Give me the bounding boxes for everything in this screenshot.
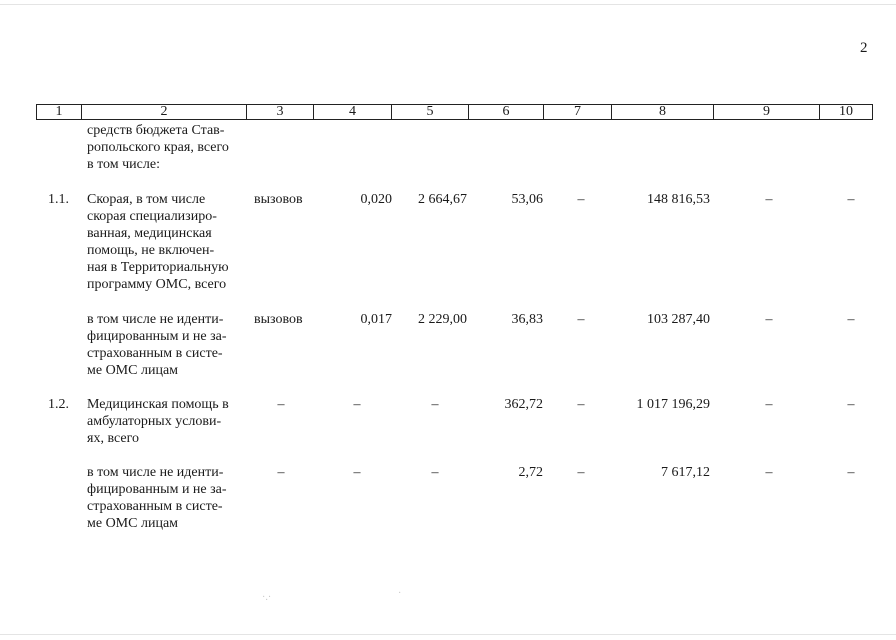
row3-description bbox=[87, 396, 242, 447]
row3-number: 1.2. bbox=[48, 397, 69, 412]
col-header-3: 3 bbox=[247, 105, 314, 120]
col-header-8: 8 bbox=[612, 105, 714, 120]
row4-col5: – bbox=[431, 465, 439, 480]
row2-description bbox=[87, 311, 242, 379]
col-header-2: 2 bbox=[82, 105, 247, 120]
row1-col6: 53,06 bbox=[511, 192, 543, 207]
row3-col7: – bbox=[577, 397, 585, 412]
desc-line: Скорая, в том числе bbox=[87, 192, 206, 207]
row2-col9: – bbox=[765, 312, 773, 327]
scan-speck: · bbox=[398, 588, 402, 599]
row1-description bbox=[87, 191, 242, 293]
scan-speck: ·.· bbox=[262, 592, 272, 603]
desc-line: помощь, не включен- bbox=[87, 243, 215, 258]
row4-col8: 7 617,12 bbox=[661, 465, 710, 480]
row3-col8: 1 017 196,29 bbox=[636, 397, 710, 412]
col-header-9: 9 bbox=[714, 105, 820, 120]
row1-col8: 148 816,53 bbox=[647, 192, 710, 207]
row4-col3: – bbox=[277, 465, 285, 480]
row4-col7: – bbox=[577, 465, 585, 480]
row1-col9: – bbox=[765, 192, 773, 207]
desc-line: Медицинская помощь в bbox=[87, 397, 229, 412]
col-header-6: 6 bbox=[469, 105, 544, 120]
row4-col6: 2,72 bbox=[518, 465, 543, 480]
desc-line: средств бюджета Став- bbox=[87, 123, 225, 138]
col-header-4: 4 bbox=[314, 105, 392, 120]
row3-col6: 362,72 bbox=[504, 397, 543, 412]
row3-col9: – bbox=[765, 397, 773, 412]
col-header-5: 5 bbox=[392, 105, 469, 120]
row4-col4: – bbox=[353, 465, 361, 480]
desc-line: ме ОМС лицам bbox=[87, 516, 179, 531]
row1-col10: – bbox=[847, 192, 855, 207]
row1-col7: – bbox=[577, 192, 585, 207]
row2-col10: – bbox=[847, 312, 855, 327]
column-number-header bbox=[36, 104, 873, 120]
row2-col4: 0,017 bbox=[360, 312, 392, 327]
row4-col9: – bbox=[765, 465, 773, 480]
row3-col3: – bbox=[277, 397, 285, 412]
row1-col4: 0,020 bbox=[360, 192, 392, 207]
row4-description bbox=[87, 464, 242, 532]
scan-edge-bottom bbox=[0, 634, 896, 635]
row3-col5: – bbox=[431, 397, 439, 412]
desc-line: в том числе не иденти- bbox=[87, 465, 224, 480]
row2-unit: вызовов bbox=[254, 312, 303, 327]
desc-line: ях, всего bbox=[87, 431, 139, 446]
desc-line: ванная, медицинская bbox=[87, 226, 212, 241]
row1-unit: вызовов bbox=[254, 192, 303, 207]
col-header-1: 1 bbox=[37, 105, 82, 120]
row0-description bbox=[87, 122, 242, 173]
row1-number: 1.1. bbox=[48, 192, 69, 207]
desc-line: в том числе: bbox=[87, 157, 160, 172]
desc-line: в том числе не иденти- bbox=[87, 312, 224, 327]
row2-col5: 2 229,00 bbox=[418, 312, 467, 327]
scan-edge-top bbox=[0, 4, 896, 5]
row4-col10: – bbox=[847, 465, 855, 480]
desc-line: амбулаторных услови- bbox=[87, 414, 222, 429]
row1-col5: 2 664,67 bbox=[418, 192, 467, 207]
desc-line: ная в Территориальную bbox=[87, 260, 229, 275]
desc-line: ме ОМС лицам bbox=[87, 363, 179, 378]
row3-col4: – bbox=[353, 397, 361, 412]
row2-col6: 36,83 bbox=[511, 312, 543, 327]
row3-col10: – bbox=[847, 397, 855, 412]
row2-col8: 103 287,40 bbox=[647, 312, 710, 327]
desc-line: фицированным и не за- bbox=[87, 482, 227, 497]
desc-line: страхованным в систе- bbox=[87, 499, 223, 514]
col-header-10: 10 bbox=[820, 105, 873, 120]
desc-line: скорая специализиро- bbox=[87, 209, 217, 224]
desc-line: страхованным в систе- bbox=[87, 346, 223, 361]
page-number: 2 bbox=[860, 40, 868, 56]
desc-line: фицированным и не за- bbox=[87, 329, 227, 344]
desc-line: программу ОМС, всего bbox=[87, 277, 227, 292]
row2-col7: – bbox=[577, 312, 585, 327]
col-header-7: 7 bbox=[544, 105, 612, 120]
desc-line: ропольского края, всего bbox=[87, 140, 229, 155]
